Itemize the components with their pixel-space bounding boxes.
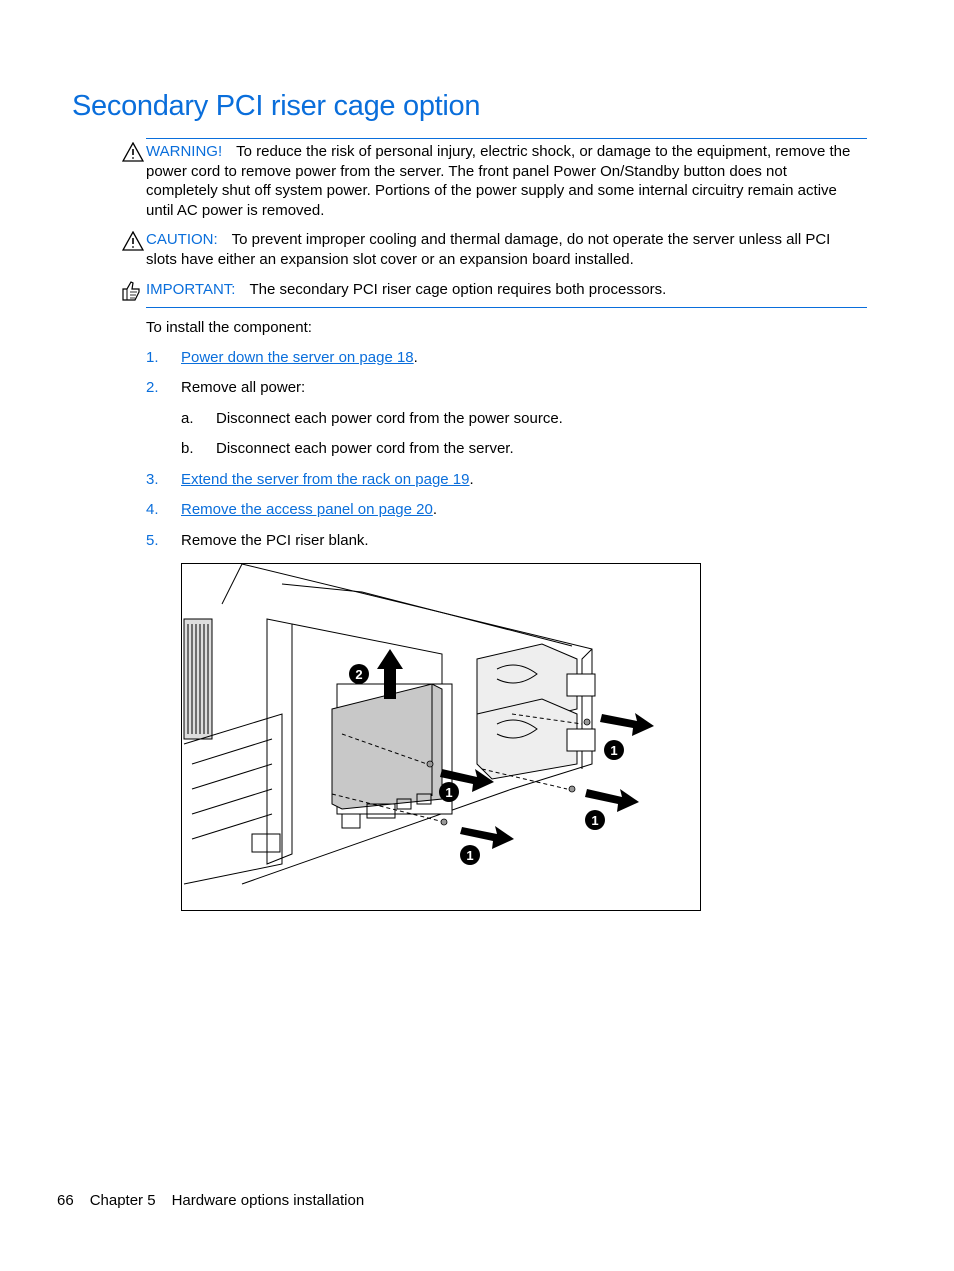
callout-1: 1 [445,785,453,800]
callout-1: 1 [610,743,618,758]
caution-notice [146,230,861,269]
warning-triangle-icon [122,142,144,162]
warning-label: WARNING! [146,143,223,160]
power-down-link[interactable]: Power down the server on page 18 [181,349,414,366]
chapter-label: Chapter 5 [89,1192,156,1209]
step-4: Remove the access panel on page 20. [181,501,438,518]
substep-a: Disconnect each power cord from the power source. [216,410,563,427]
page-footer [57,1192,380,1209]
pci-riser-removal-figure [181,563,701,911]
important-label: IMPORTANT: [146,281,236,298]
caution-text: To prevent improper cooling and thermal damage, do not operate the server unless all PCI slots have either an expansion slot cover or an expansion board installed. [146,231,831,268]
callout-1: 1 [591,813,599,828]
substep-letter: b. [181,440,194,457]
substep-letter: a. [181,410,194,427]
important-text: The secondary PCI riser cage option requires both processors. [249,281,667,298]
step-number: 3. [146,471,159,488]
intro-text: To install the component: [146,319,312,336]
important-hand-icon [120,280,142,302]
caution-triangle-icon [122,231,144,251]
step-2: Remove all power: [181,379,306,396]
section-label: Hardware options installation [171,1192,365,1209]
step-number: 4. [146,501,159,518]
warning-notice [146,142,861,220]
warning-text: To reduce the risk of personal injury, electric shock, or damage to the equipment, remove the power cord to remove power from the server. The front panel Power On/Standby button does not completely shut off system power. Portions of the power supply and some internal circuitry remain active until AC power is removed. [146,143,851,219]
page-title: Secondary PCI riser cage option [72,90,481,122]
step-number: 1. [146,349,159,366]
remove-access-panel-link[interactable]: Remove the access panel on page 20 [181,501,433,518]
callout-2: 2 [355,667,363,682]
substep-b: Disconnect each power cord from the server. [216,440,514,457]
caution-label: CAUTION: [146,231,218,248]
step-number: 2. [146,379,159,396]
step-number: 5. [146,532,159,549]
step-1: Power down the server on page 18. [181,349,418,366]
step-3: Extend the server from the rack on page 19. [181,471,474,488]
notice-top-rule [146,138,867,139]
server-illustration [182,564,700,910]
page-number: 66 [57,1192,74,1209]
extend-server-link[interactable]: Extend the server from the rack on page 19 [181,471,470,488]
callout-1: 1 [466,848,474,863]
important-notice [146,280,861,300]
step-5: Remove the PCI riser blank. [181,532,369,549]
notice-bottom-rule [146,307,867,308]
